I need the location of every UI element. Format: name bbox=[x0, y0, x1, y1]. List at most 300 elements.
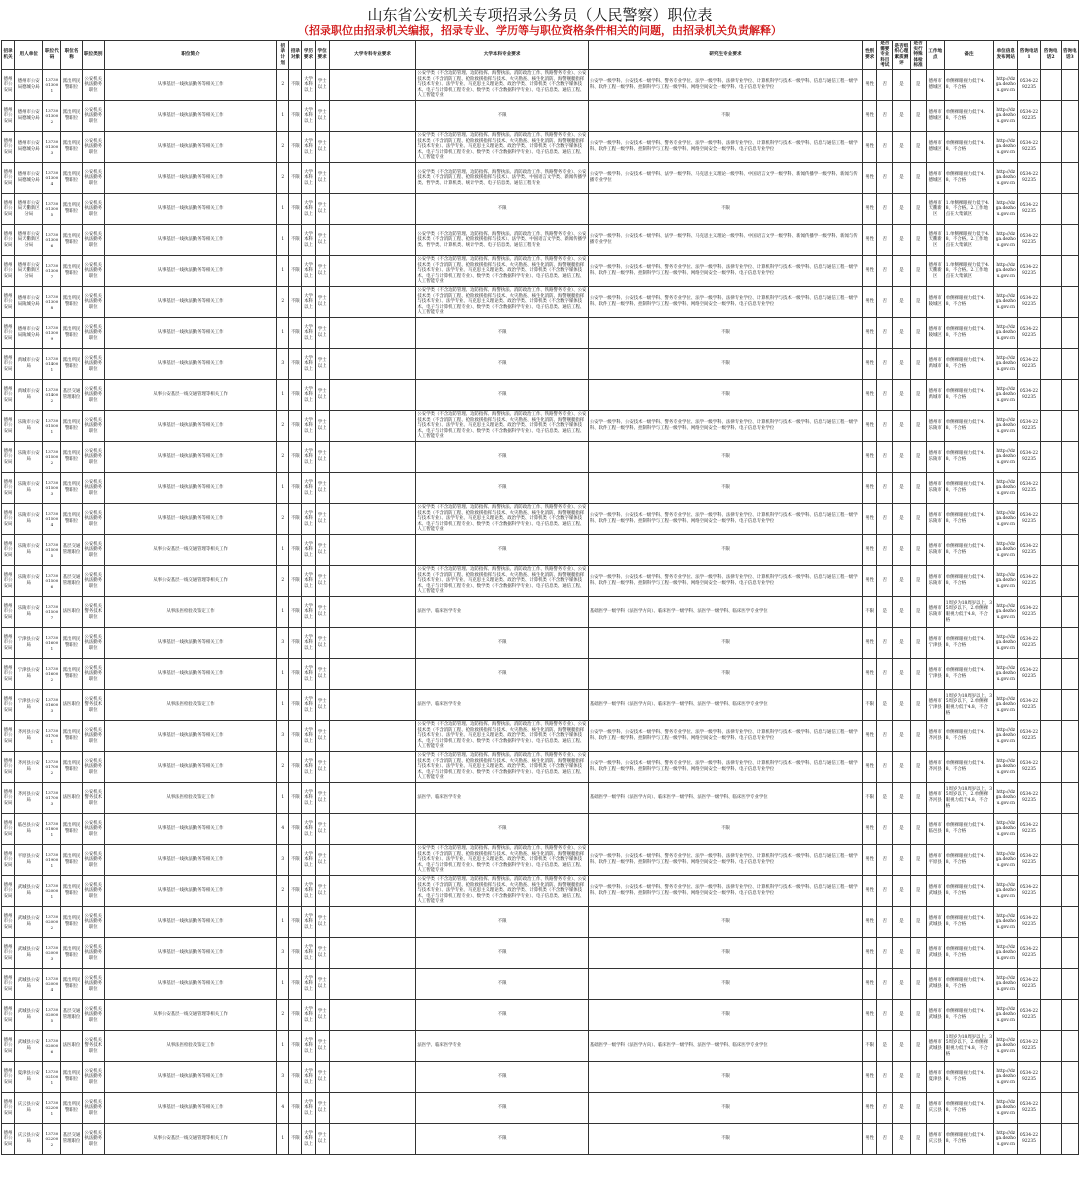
table-cell: 学士以上 bbox=[315, 627, 329, 658]
table-cell: 德州市公安局 bbox=[2, 596, 15, 627]
table-cell: 大学本科以上 bbox=[302, 968, 315, 999]
table-cell: 单侧裸眼视力低于4.8，不合格 bbox=[944, 69, 993, 100]
table-cell: 否 bbox=[877, 162, 893, 193]
table-cell: 单侧裸眼视力低于4.8，不合格 bbox=[944, 317, 993, 348]
table-cell: 公安学类（不含边防管理、边防指挥、海警执法、消防政治工作、铁路警务专业）、公安技术类（不含消防工程、抢险救援指挥与技术、火灾勘查、核生化消防、海警舰艇指挥与技术专业）、法学专业、马克思主义理论类、政治学类、计算机类（不含数字媒体技术、电子与计算机工程专业）、数学类（不含数据科学专业）、电子信息类、通信工程、人工智能专业 bbox=[416, 844, 588, 875]
table-cell: 从事基层一线执法勤务等相关工作 bbox=[104, 813, 276, 844]
table-cell: 派出所民警职位 bbox=[61, 627, 82, 658]
table-row bbox=[2, 968, 1079, 999]
table-cell bbox=[329, 689, 416, 720]
table-cell: 男性 bbox=[863, 410, 877, 441]
table-cell bbox=[329, 999, 416, 1030]
table-row bbox=[2, 255, 1079, 286]
table-cell: 是 bbox=[910, 1061, 926, 1092]
table-cell: 是 bbox=[910, 968, 926, 999]
table-cell: 从事基层一线执法勤务等相关工作 bbox=[104, 1061, 276, 1092]
table-cell: 大学本科以上 bbox=[302, 410, 315, 441]
table-cell bbox=[329, 255, 416, 286]
table-cell: 公安机关执法勤务职位 bbox=[82, 813, 104, 844]
column-header: 招录机关 bbox=[2, 41, 15, 70]
table-cell: 德州市乐陵市 bbox=[926, 472, 944, 503]
table-cell: 德州市公安局 bbox=[2, 751, 15, 782]
table-cell: 否 bbox=[877, 534, 893, 565]
table-cell: 4 bbox=[277, 1092, 289, 1123]
table-cell: 不限 bbox=[588, 193, 862, 224]
table-cell: 是 bbox=[893, 968, 910, 999]
table-cell: 男性 bbox=[863, 379, 877, 410]
table-cell: 单侧裸眼视力低于4.8，不合格 bbox=[944, 937, 993, 968]
table-cell: 庆云县公安局 bbox=[15, 1123, 43, 1154]
column-header: 是否需要专业科目考试 bbox=[877, 41, 893, 70]
table-cell: 单侧裸眼视力低于4.8，不合格 bbox=[944, 720, 993, 751]
table-cell: 13730016003 bbox=[43, 689, 61, 720]
table-cell: 学士以上 bbox=[315, 782, 329, 813]
table-cell bbox=[329, 751, 416, 782]
table-cell: 男性 bbox=[863, 565, 877, 596]
table-cell: 大学本科以上 bbox=[302, 720, 315, 751]
table-cell: 2 bbox=[277, 875, 289, 906]
table-cell: 德州市德城区 bbox=[926, 131, 944, 162]
table-cell: 是 bbox=[893, 999, 910, 1030]
table-cell: 不限 bbox=[289, 999, 302, 1030]
table-cell: 是 bbox=[893, 813, 910, 844]
table-cell: 是 bbox=[910, 69, 926, 100]
table-cell: 法医职位 bbox=[61, 782, 82, 813]
table-cell: 从事基层一线执法勤务等相关工作 bbox=[104, 503, 276, 534]
table-cell: 是 bbox=[893, 410, 910, 441]
table-cell: 从事基层一线执法勤务等相关工作 bbox=[104, 1092, 276, 1123]
table-cell: 德州市庆云县 bbox=[926, 1123, 944, 1154]
table-cell bbox=[329, 968, 416, 999]
column-header: 工作地点 bbox=[926, 41, 944, 70]
table-cell: 德州市公安局 bbox=[2, 1092, 15, 1123]
table-cell: 派出所民警职位 bbox=[61, 317, 82, 348]
table-cell: 不限 bbox=[289, 286, 302, 317]
table-cell: 不限 bbox=[416, 999, 588, 1030]
table-cell: 大学本科以上 bbox=[302, 1030, 315, 1061]
column-header: 大学本科专业要求 bbox=[416, 41, 588, 70]
table-cell: 单侧裸眼视力低于4.8，不合格 bbox=[944, 348, 993, 379]
table-cell: 13730017001 bbox=[43, 720, 61, 751]
table-row bbox=[2, 813, 1079, 844]
table-cell: 德州市公安局 bbox=[2, 534, 15, 565]
table-cell: 德州市武城县 bbox=[926, 1030, 944, 1061]
table-cell bbox=[1061, 906, 1078, 937]
table-cell: 从事法医检验及鉴定工作 bbox=[104, 689, 276, 720]
table-cell bbox=[1040, 751, 1061, 782]
table-cell bbox=[1040, 1061, 1061, 1092]
table-cell: 0534-2292235 bbox=[1018, 813, 1040, 844]
table-cell: 不限 bbox=[588, 317, 862, 348]
table-cell: 是 bbox=[910, 1030, 926, 1061]
table-cell: 不限 bbox=[289, 379, 302, 410]
table-cell: 派出所民警职位 bbox=[61, 937, 82, 968]
table-row bbox=[2, 844, 1079, 875]
table-cell: 公安学一级学科、公安技术一级学科、警务专业学位、法学一级学科、法律专业学位、计算机科学与技术一级学科、信息与通信工程一级学科、软件工程一级学科、控制科学与工程一级学科、网络空间安全一级学科、电子信息专业学位 bbox=[588, 844, 862, 875]
table-cell: 单侧裸眼视力低于4.8，不合格 bbox=[944, 441, 993, 472]
table-cell: 德州市公安局 bbox=[2, 131, 15, 162]
table-cell: 是 bbox=[910, 162, 926, 193]
table-cell: 大学本科以上 bbox=[302, 751, 315, 782]
table-cell: 男性 bbox=[863, 286, 877, 317]
table-cell: 男性 bbox=[863, 162, 877, 193]
table-cell: 0534-2292235 bbox=[1018, 1061, 1040, 1092]
table-cell: 武城县公安局 bbox=[15, 968, 43, 999]
table-cell: 0534-2292235 bbox=[1018, 596, 1040, 627]
table-cell: 派出所民警职位 bbox=[61, 751, 82, 782]
table-cell: 单侧裸眼视力低于4.8，不合格 bbox=[944, 658, 993, 689]
table-cell: 1.单侧裸眼视力低于4.8，不合格。2.工作地点在大集镇区 bbox=[944, 224, 993, 255]
table-cell: 公安机关执法勤务职位 bbox=[82, 286, 104, 317]
table-cell: 0534-2292235 bbox=[1018, 875, 1040, 906]
table-cell: 德州市公安局 bbox=[2, 1030, 15, 1061]
table-cell: 0534-2292235 bbox=[1018, 379, 1040, 410]
table-cell: 大学本科以上 bbox=[302, 286, 315, 317]
table-cell: http://dzga.dezhou.gov.cn bbox=[994, 441, 1018, 472]
table-cell: 德州市乐陵市 bbox=[926, 503, 944, 534]
table-cell: 公安机关执法勤务职位 bbox=[82, 906, 104, 937]
table-cell bbox=[1040, 348, 1061, 379]
table-cell bbox=[329, 534, 416, 565]
table-cell bbox=[1061, 689, 1078, 720]
table-cell bbox=[1040, 1123, 1061, 1154]
table-cell: 否 bbox=[877, 565, 893, 596]
table-cell: 从事基层一线执法勤务等相关工作 bbox=[104, 968, 276, 999]
table-cell: 不限 bbox=[416, 627, 588, 658]
table-cell: 1 bbox=[277, 534, 289, 565]
table-cell: 是 bbox=[910, 844, 926, 875]
table-cell: 不限 bbox=[289, 689, 302, 720]
table-cell: 不限 bbox=[289, 255, 302, 286]
table-cell: 不限 bbox=[289, 69, 302, 100]
table-cell: 公安学一级学科、公安技术一级学科、警务专业学位、法学一级学科、法律专业学位、计算机科学与技术一级学科、信息与通信工程一级学科、软件工程一级学科、控制科学与工程一级学科、网络空间安全一级学科、电子信息专业学位 bbox=[588, 286, 862, 317]
table-cell: 单侧裸眼视力低于4.8，不合格 bbox=[944, 162, 993, 193]
table-cell: http://dzga.dezhou.gov.cn bbox=[994, 131, 1018, 162]
table-cell: 不限 bbox=[289, 906, 302, 937]
table-cell: 13730020003 bbox=[43, 937, 61, 968]
table-cell: 学士以上 bbox=[315, 472, 329, 503]
table-cell: 派出所民警职位 bbox=[61, 844, 82, 875]
table-cell bbox=[329, 100, 416, 131]
table-cell: 2 bbox=[277, 131, 289, 162]
table-cell: 否 bbox=[877, 813, 893, 844]
table-cell: 学士以上 bbox=[315, 224, 329, 255]
table-cell: 派出所民警职位 bbox=[61, 968, 82, 999]
table-cell: 男性 bbox=[863, 224, 877, 255]
table-cell: 宁津县公安局 bbox=[15, 658, 43, 689]
table-cell: 3 bbox=[277, 348, 289, 379]
table-cell: 德州市庆云县 bbox=[926, 1092, 944, 1123]
table-cell: 公安学一级学科、公安技术一级学科、警务专业学位、法学一级学科、法律专业学位、计算机科学与技术一级学科、信息与通信工程一级学科、软件工程一级学科、控制科学与工程一级学科、网络空间安全一级学科、电子信息专业学位 bbox=[588, 503, 862, 534]
table-cell: 单侧裸眼视力低于4.8，不合格 bbox=[944, 534, 993, 565]
table-cell bbox=[329, 720, 416, 751]
table-cell: 13730020002 bbox=[43, 906, 61, 937]
table-cell: 是 bbox=[910, 627, 926, 658]
table-cell: 派出所民警职位 bbox=[61, 131, 82, 162]
table-cell: 是 bbox=[893, 1123, 910, 1154]
table-cell: 13730013003 bbox=[43, 131, 61, 162]
table-cell: 公安机关执法勤务职位 bbox=[82, 131, 104, 162]
table-cell: 不限 bbox=[289, 317, 302, 348]
table-cell: 大学本科以上 bbox=[302, 565, 315, 596]
table-cell: 不限 bbox=[289, 348, 302, 379]
table-cell: 不限 bbox=[416, 348, 588, 379]
table-cell: 不限 bbox=[588, 379, 862, 410]
table-cell: 13730013005 bbox=[43, 193, 61, 224]
table-cell: 从事基层一线执法勤务等相关工作 bbox=[104, 100, 276, 131]
table-cell: 德州市公安局 bbox=[2, 1123, 15, 1154]
table-cell: 13730013004 bbox=[43, 162, 61, 193]
table-cell: 是 bbox=[893, 937, 910, 968]
table-cell bbox=[329, 1092, 416, 1123]
table-cell bbox=[329, 193, 416, 224]
table-row bbox=[2, 937, 1079, 968]
table-cell: 公安学类（不含边防管理、边防指挥、海警执法、消防政治工作、铁路警务专业）、公安技术类（不含消防工程、抢险救援指挥与技术、火灾勘查、核生化消防、海警舰艇指挥与技术专业）、法学专业、马克思主义理论类、政治学类、计算机类（不含数字媒体技术、电子与计算机工程专业）、数学类（不含数据科学专业）、电子信息类、通信工程、人工智能专业 bbox=[416, 751, 588, 782]
table-cell: 不限 bbox=[289, 410, 302, 441]
table-cell: 是 bbox=[910, 751, 926, 782]
table-cell: 男性 bbox=[863, 1123, 877, 1154]
table-cell: 单侧裸眼视力低于4.8，不合格 bbox=[944, 503, 993, 534]
table-cell: 0534-2292235 bbox=[1018, 131, 1040, 162]
table-cell: 乐陵市公安局 bbox=[15, 596, 43, 627]
table-cell bbox=[329, 503, 416, 534]
table-cell: 德州市公安局陵城分局 bbox=[15, 317, 43, 348]
table-cell: 不限 bbox=[588, 100, 862, 131]
table-row bbox=[2, 224, 1079, 255]
table-cell: 德州市公安局 bbox=[2, 875, 15, 906]
table-cell: http://dzga.dezhou.gov.cn bbox=[994, 596, 1018, 627]
table-cell: 公安机关执法勤务职位 bbox=[82, 720, 104, 751]
table-cell: http://dzga.dezhou.gov.cn bbox=[994, 999, 1018, 1030]
table-cell: 法医职位 bbox=[61, 1030, 82, 1061]
table-cell: 乐陵市公安局 bbox=[15, 472, 43, 503]
table-cell bbox=[1040, 162, 1061, 193]
table-cell: 基础医学一级学科（法医学方向）、临床医学一级学科、法医学一级学科、临床医学专业学位 bbox=[588, 596, 862, 627]
table-cell: 0534-2292235 bbox=[1018, 286, 1040, 317]
table-cell: 3 bbox=[277, 844, 289, 875]
table-cell bbox=[329, 813, 416, 844]
table-cell bbox=[1061, 503, 1078, 534]
table-cell: 从事基层一线执法勤务等相关工作 bbox=[104, 69, 276, 100]
table-cell bbox=[1040, 255, 1061, 286]
table-cell: 学士以上 bbox=[315, 193, 329, 224]
table-cell: 是 bbox=[893, 162, 910, 193]
table-cell: 大学本科以上 bbox=[302, 162, 315, 193]
table-cell: 否 bbox=[877, 1123, 893, 1154]
table-cell bbox=[1061, 286, 1078, 317]
table-cell: 公安机关执法勤务职位 bbox=[82, 627, 104, 658]
table-cell: http://dzga.dezhou.gov.cn bbox=[994, 689, 1018, 720]
table-cell: 男性 bbox=[863, 503, 877, 534]
table-cell: 不限 bbox=[289, 813, 302, 844]
table-cell: 是 bbox=[893, 286, 910, 317]
table-cell: 德州市公安局 bbox=[2, 286, 15, 317]
table-cell: 派出所民警职位 bbox=[61, 875, 82, 906]
table-cell: 男性 bbox=[863, 348, 877, 379]
table-cell: http://dzga.dezhou.gov.cn bbox=[994, 1061, 1018, 1092]
table-cell: 单侧裸眼视力低于4.8，不合格 bbox=[944, 813, 993, 844]
table-cell: 13730018001 bbox=[43, 813, 61, 844]
table-cell: 3 bbox=[277, 1061, 289, 1092]
table-cell: 公安机关执法勤务职位 bbox=[82, 472, 104, 503]
table-cell: 单侧裸眼视力低于4.8，不合格 bbox=[944, 906, 993, 937]
table-cell: 0534-2292235 bbox=[1018, 193, 1040, 224]
table-cell bbox=[1061, 441, 1078, 472]
table-cell: http://dzga.dezhou.gov.cn bbox=[994, 193, 1018, 224]
table-cell: 大学本科以上 bbox=[302, 379, 315, 410]
column-header: 备注 bbox=[944, 41, 993, 70]
table-cell: 学士以上 bbox=[315, 937, 329, 968]
table-cell: 夏津县公安局 bbox=[15, 1061, 43, 1092]
table-cell: 德州市公安局 bbox=[2, 565, 15, 596]
table-cell: 不限 bbox=[289, 1030, 302, 1061]
column-header: 职位名称 bbox=[61, 41, 82, 70]
table-cell: 是 bbox=[893, 1030, 910, 1061]
table-cell: 否 bbox=[877, 286, 893, 317]
table-cell: 不限 bbox=[289, 162, 302, 193]
table-cell: 德州市公安局 bbox=[2, 968, 15, 999]
table-cell: 公安机关执法勤务职位 bbox=[82, 751, 104, 782]
table-cell bbox=[329, 875, 416, 906]
table-row bbox=[2, 999, 1079, 1030]
column-header: 招录对象 bbox=[289, 41, 302, 70]
table-cell: 公安机关执法勤务职位 bbox=[82, 503, 104, 534]
table-cell bbox=[329, 596, 416, 627]
table-cell: 13730013008 bbox=[43, 286, 61, 317]
table-cell: 大学本科以上 bbox=[302, 1092, 315, 1123]
table-cell: 1 bbox=[277, 472, 289, 503]
table-cell: 从事法医检验及鉴定工作 bbox=[104, 1030, 276, 1061]
table-cell: 0534-2292235 bbox=[1018, 658, 1040, 689]
table-cell: 否 bbox=[877, 410, 893, 441]
table-cell: 法医学、临床医学专业 bbox=[416, 1030, 588, 1061]
table-cell: 2 bbox=[277, 162, 289, 193]
table-cell: 否 bbox=[877, 69, 893, 100]
table-cell bbox=[1061, 534, 1078, 565]
table-cell: 齐河县公安局 bbox=[15, 751, 43, 782]
table-cell: 不限 bbox=[289, 782, 302, 813]
table-cell: 德州市公安局 bbox=[2, 937, 15, 968]
page-title: 山东省公安机关专项招录公务员（人民警察）职位表 bbox=[367, 6, 713, 24]
table-cell: 0534-2292235 bbox=[1018, 472, 1040, 503]
table-cell: 德州市公安局 bbox=[2, 162, 15, 193]
table-cell bbox=[329, 317, 416, 348]
table-cell: 从事法医检验及鉴定工作 bbox=[104, 596, 276, 627]
table-cell: 1.单侧裸眼视力低于4.8，不合格。2.工作地点在大集镇区 bbox=[944, 255, 993, 286]
table-cell: 禹城市公安局 bbox=[15, 379, 43, 410]
table-cell: 否 bbox=[877, 224, 893, 255]
column-header: 职位代码 bbox=[43, 41, 61, 70]
table-cell: 是 bbox=[910, 100, 926, 131]
table-cell: 单侧裸眼视力低于4.8，不合格 bbox=[944, 565, 993, 596]
table-cell: 德州市齐河县 bbox=[926, 782, 944, 813]
table-cell: 大学本科以上 bbox=[302, 627, 315, 658]
table-row bbox=[2, 596, 1079, 627]
table-cell: 从事基层一线执法勤务等相关工作 bbox=[104, 751, 276, 782]
table-cell: 派出所民警职位 bbox=[61, 286, 82, 317]
table-cell: 大学本科以上 bbox=[302, 689, 315, 720]
table-cell: 13730015006 bbox=[43, 565, 61, 596]
table-cell: 0534-2292235 bbox=[1018, 69, 1040, 100]
table-cell: 从事基层一线执法勤务等相关工作 bbox=[104, 348, 276, 379]
table-cell: 德州市乐陵市 bbox=[926, 534, 944, 565]
table-cell: 不限 bbox=[289, 1061, 302, 1092]
table-cell: 公安学一级学科、公安技术一级学科、法学一级学科、马克思主义理论一级学科、中国语言文学一级学科、新闻传播学一级学科、新闻与传播专业学位 bbox=[588, 162, 862, 193]
table-cell: 否 bbox=[877, 131, 893, 162]
table-cell: 从事公安基层一线交通管理等相关工作 bbox=[104, 534, 276, 565]
table-cell: 学士以上 bbox=[315, 69, 329, 100]
table-cell bbox=[1061, 844, 1078, 875]
table-cell: 大学本科以上 bbox=[302, 813, 315, 844]
table-cell: 公安学类（不含边防管理、边防指挥、海警执法、消防政治工作、铁路警务专业）、公安技术类（不含消防工程、抢险救援指挥与技术、火灾勘查、核生化消防、海警舰艇指挥与技术专业）、法学专业、马克思主义理论类、政治学类、计算机类（不含数字媒体技术、电子与计算机工程专业）、数学类（不含数据科学专业）、电子信息类、通信工程、人工智能专业 bbox=[416, 131, 588, 162]
table-cell: 1 bbox=[277, 658, 289, 689]
table-cell: 大学本科以上 bbox=[302, 782, 315, 813]
table-cell: 从事基层一线执法勤务等相关工作 bbox=[104, 472, 276, 503]
table-cell: http://dzga.dezhou.gov.cn bbox=[994, 658, 1018, 689]
table-cell bbox=[1061, 379, 1078, 410]
table-row bbox=[2, 131, 1079, 162]
table-cell: 是 bbox=[910, 193, 926, 224]
table-cell: 德州市宁津县 bbox=[926, 689, 944, 720]
table-cell: 不限 bbox=[289, 937, 302, 968]
table-row bbox=[2, 751, 1079, 782]
table-cell: 0534-2292235 bbox=[1018, 999, 1040, 1030]
table-cell: 是 bbox=[910, 348, 926, 379]
table-cell: 否 bbox=[877, 906, 893, 937]
table-cell: 派出所民警职位 bbox=[61, 720, 82, 751]
table-row bbox=[2, 782, 1079, 813]
table-cell: 1周岁为18周岁以上，35周岁以下，2.单侧裸眼视力低于4.8，不合格 bbox=[944, 782, 993, 813]
table-cell bbox=[329, 658, 416, 689]
table-cell: 学士以上 bbox=[315, 1092, 329, 1123]
table-cell bbox=[1040, 534, 1061, 565]
table-cell: 公安机关执法勤务职位 bbox=[82, 875, 104, 906]
table-row bbox=[2, 1061, 1079, 1092]
table-cell: 德州市天衢新区 bbox=[926, 224, 944, 255]
table-cell: 不限 bbox=[416, 906, 588, 937]
table-cell: 不限 bbox=[588, 1092, 862, 1123]
table-cell: 单侧裸眼视力低于4.8，不合格 bbox=[944, 968, 993, 999]
table-cell: 男性 bbox=[863, 844, 877, 875]
table-cell: 大学本科以上 bbox=[302, 131, 315, 162]
table-cell: 公安机关执法勤务职位 bbox=[82, 999, 104, 1030]
table-row bbox=[2, 69, 1079, 100]
table-cell: 学士以上 bbox=[315, 317, 329, 348]
table-cell: 德州市公安局 bbox=[2, 379, 15, 410]
table-cell: 男性 bbox=[863, 69, 877, 100]
table-cell: 男性 bbox=[863, 658, 877, 689]
table-cell: 1 bbox=[277, 224, 289, 255]
table-cell: 单侧裸眼视力低于4.8，不合格 bbox=[944, 472, 993, 503]
table-cell: 公安学一级学科、公安技术一级学科、警务专业学位、法学一级学科、法律专业学位、计算机科学与技术一级学科、信息与通信工程一级学科、软件工程一级学科、控制科学与工程一级学科、网络空间安全一级学科、电子信息专业学位 bbox=[588, 875, 862, 906]
table-cell: 不限 bbox=[289, 1092, 302, 1123]
table-cell bbox=[1040, 689, 1061, 720]
table-cell: 宁津县公安局 bbox=[15, 689, 43, 720]
table-cell: 否 bbox=[877, 658, 893, 689]
table-cell: http://dzga.dezhou.gov.cn bbox=[994, 627, 1018, 658]
table-cell bbox=[1061, 224, 1078, 255]
table-cell: 不限 bbox=[588, 441, 862, 472]
table-row bbox=[2, 1092, 1079, 1123]
table-cell: 13730015004 bbox=[43, 503, 61, 534]
table-cell: 德州市公安局 bbox=[2, 348, 15, 379]
table-cell: 基层交通管理职位 bbox=[61, 379, 82, 410]
table-cell bbox=[329, 1123, 416, 1154]
table-cell: 德州市陵城区 bbox=[926, 317, 944, 348]
table-cell: 单侧裸眼视力低于4.8，不合格 bbox=[944, 1061, 993, 1092]
table-cell: 单侧裸眼视力低于4.8，不合格 bbox=[944, 379, 993, 410]
table-cell: 大学本科以上 bbox=[302, 503, 315, 534]
